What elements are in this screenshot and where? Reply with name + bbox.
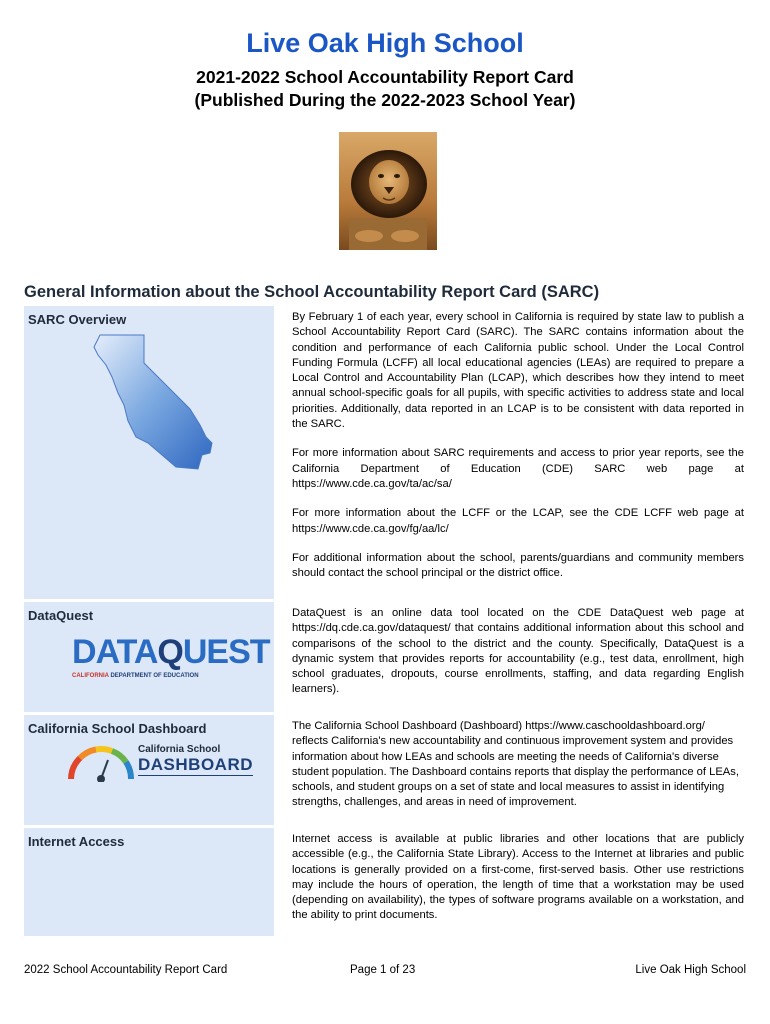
table-row-sarc-overview xyxy=(24,306,746,599)
paragraph: For more information about the LCFF or the LCAP, see the CDE LCFF web page at https://www.cde.ca.gov/fg/aa/lc/ xyxy=(292,507,744,535)
lion-mascot-image xyxy=(339,132,437,250)
cell-gap xyxy=(274,602,286,712)
dashboard-logo-line1: California School xyxy=(138,744,221,755)
report-title-line2: (Published During the 2022-2023 School Year) xyxy=(194,90,576,110)
dataquest-logo-d: D xyxy=(72,633,96,671)
dataquest-logo-uest: UEST xyxy=(182,633,270,671)
row-label: SARC Overview xyxy=(28,312,127,327)
paragraph: For additional information about the school, parents/guardians and community members should contact the school principal or the district office. xyxy=(292,551,744,580)
row-label-cell xyxy=(24,306,274,599)
school-title: Live Oak High School xyxy=(246,28,524,58)
table-row-internet-access xyxy=(24,828,746,936)
california-map-icon xyxy=(92,333,270,476)
row-label-cell xyxy=(24,602,274,712)
footer-page-number: Page 1 of 23 xyxy=(350,964,416,976)
row-label: California School Dashboard xyxy=(28,721,207,736)
table-row-dataquest xyxy=(24,602,746,712)
footer-left: 2022 School Accountability Report Card xyxy=(24,964,228,976)
sarc-info-table xyxy=(24,303,746,939)
report-title-line1: 2021-2022 School Accountability Report Card xyxy=(196,67,574,87)
cell-gap xyxy=(274,715,286,825)
dataquest-sub-a: CALIFORNIA xyxy=(72,673,109,679)
row-label-cell xyxy=(24,828,274,936)
table-row-dashboard xyxy=(24,715,746,825)
section-heading: General Information about the School Accountability Report Card (SARC) xyxy=(24,283,600,301)
row-text-cell xyxy=(286,828,746,936)
dataquest-sub-b: DEPARTMENT OF EDUCATION xyxy=(108,673,199,679)
dashboard-logo-line2: DASHBOARD xyxy=(138,755,253,774)
dataquest-logo-ata: ATA xyxy=(95,633,158,671)
paragraph: For more information about SARC requirements and access to prior year reports, see the California Department of Education (CDE) SARC web page at https://www.cde.ca.gov/ta/ac/sa/ xyxy=(292,447,744,490)
row-label: Internet Access xyxy=(28,834,125,849)
paragraph: DataQuest is an online data tool located on the CDE DataQuest web page at https://dq.cde.ca.gov/dataquest/ that contains additional information about this school and comparisons of the school to the district and the county. Specifically, DataQuest is a dynamic system that provides reports for accountability (e.g., test data, enrollment, high school graduates, dropouts, course enrollments, staffing, and data regarding English learners). xyxy=(292,607,744,696)
row-text-cell xyxy=(286,306,746,599)
cell-gap xyxy=(274,306,286,599)
paragraph: By February 1 of each year, every school in California is required by state law to publish a School Accountability Report Card (SARC). The SARC contains information about the condition and performance of each California public school. Under the Local Control Funding Formula (LCFF) all local educational agencies (LEAs) are required to prepare a Local Control and Accountability Plan (LCAP), which describes how they intend to meet annual school-specific goals for all pupils, with specific activities to address state and local priorities. Additionally, data reported in an LCAP is to be consistent with data reported in the SARC. xyxy=(292,311,744,431)
footer-right: Live Oak High School xyxy=(635,964,746,976)
row-label: DataQuest xyxy=(28,608,94,623)
paragraph: The California School Dashboard (Dashboard) https://www.caschooldashboard.org/ reflects California's new accountability and continuous improvement system and provides information about how LEAs and schools are meeting the needs of California's diverse student population. The Dashboard contains reports that display the performance of LEAs, schools, and student groups on a set of state and local measures to assist in identifying strengths, challenges, and areas in need of improvement. xyxy=(292,720,739,809)
row-label-cell xyxy=(24,715,274,825)
report-title xyxy=(0,66,770,112)
dashboard-gauge-icon xyxy=(66,746,136,782)
row-text-cell xyxy=(286,602,746,712)
paragraph: Internet access is available at public libraries and other locations that are publicly accessible (e.g., the California State Library). Access to the Internet at libraries and public locations is generally provided on a first-come, first-served basis. Other use restrictions may include the hours of operation, the length of time that a workstation may be used (depending on availability), the types of software programs available on a workstation, and the ability to print documents. xyxy=(292,833,744,922)
cell-gap xyxy=(274,828,286,936)
row-text-cell xyxy=(286,715,746,825)
dataquest-logo-q: Q xyxy=(157,633,183,671)
dataquest-logo xyxy=(72,635,270,679)
dashboard-logo xyxy=(66,744,256,784)
